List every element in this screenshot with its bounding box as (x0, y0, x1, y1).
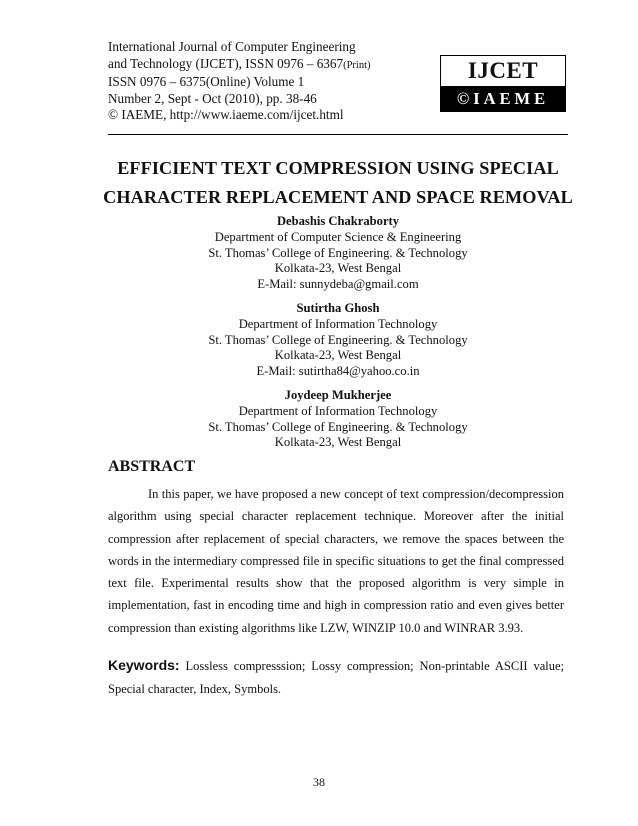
author-department: Department of Information Technology (238, 316, 438, 331)
page-number: 38 (313, 775, 325, 789)
abstract-body (108, 483, 564, 639)
keywords-section (108, 654, 564, 701)
journal-issn-online: ISSN 0976 – 6375(Online) Volume 1 (108, 74, 305, 90)
paper-title-line2: CHARACTER REPLACEMENT AND SPACE REMOVAL (103, 187, 573, 207)
paper-title-line1: EFFICIENT TEXT COMPRESSION USING SPECIAL (117, 158, 559, 178)
author-name: Debashis Chakraborty (276, 214, 400, 228)
journal-header (108, 39, 428, 124)
author-email: E-Mail: sutirtha84@yahoo.co.in (256, 364, 420, 379)
logo-title: IJCET (467, 58, 539, 83)
header-divider (108, 134, 568, 135)
journal-name-line2 (108, 56, 428, 75)
author-block (108, 388, 568, 451)
journal-issue: Number 2, Sept - Oct (2010), pp. 38-46 (108, 90, 317, 106)
ijcet-logo (440, 55, 566, 112)
logo-publisher: ©IAEME (441, 86, 565, 111)
author-department: Department of Information Technology (238, 403, 438, 418)
author-block (108, 214, 568, 293)
author-city: Kolkata-23, West Bengal (274, 261, 402, 276)
author-name: Sutirtha Ghosh (296, 301, 380, 315)
author-department: Department of Computer Science & Engineering (214, 229, 462, 244)
keywords-label: Keywords: (108, 657, 180, 673)
author-email: E-Mail: sunnydeba@gmail.com (257, 277, 419, 292)
author-college: St. Thomas’ College of Engineering. & Technology (208, 245, 468, 260)
journal-issn-print: and Technology (IJCET), ISSN 0976 – 6367 (108, 55, 344, 71)
journal-copyright-url: © IAEME, http://www.iaeme.com/ijcet.html (108, 107, 344, 123)
abstract-paragraph: In this paper, we have proposed a new concept of text compression/decompression algorithm using special character replacement technique. Moreover after the initial compression after replacement of special characters, we remove the spaces between the words in the intermediary compressed file in specific situations to get the final compressed text file. Experimental results show that the proposed algorithm is very simple in implementation, fast in encoding time and high in compression ratio and even gives better compression than existing algorithms like LZW, WINZIP 10.0 and WINRAR 3.93. (108, 487, 564, 635)
author-college: St. Thomas’ College of Engineering. & Technology (208, 419, 468, 434)
author-city: Kolkata-23, West Bengal (274, 348, 402, 363)
keywords-text: Lossless compresssion; Lossy compression; Non-printable ASCII value; Special character, Index, Symbols. (108, 659, 564, 696)
author-block (108, 301, 568, 380)
author-city: Kolkata-23, West Bengal (274, 435, 402, 450)
journal-print-label: (Print) (343, 59, 371, 71)
journal-name-line1: International Journal of Computer Engineering (108, 39, 356, 54)
abstract-heading: ABSTRACT (108, 458, 196, 475)
author-name: Joydeep Mukherjee (284, 388, 392, 402)
author-college: St. Thomas’ College of Engineering. & Technology (208, 332, 468, 347)
